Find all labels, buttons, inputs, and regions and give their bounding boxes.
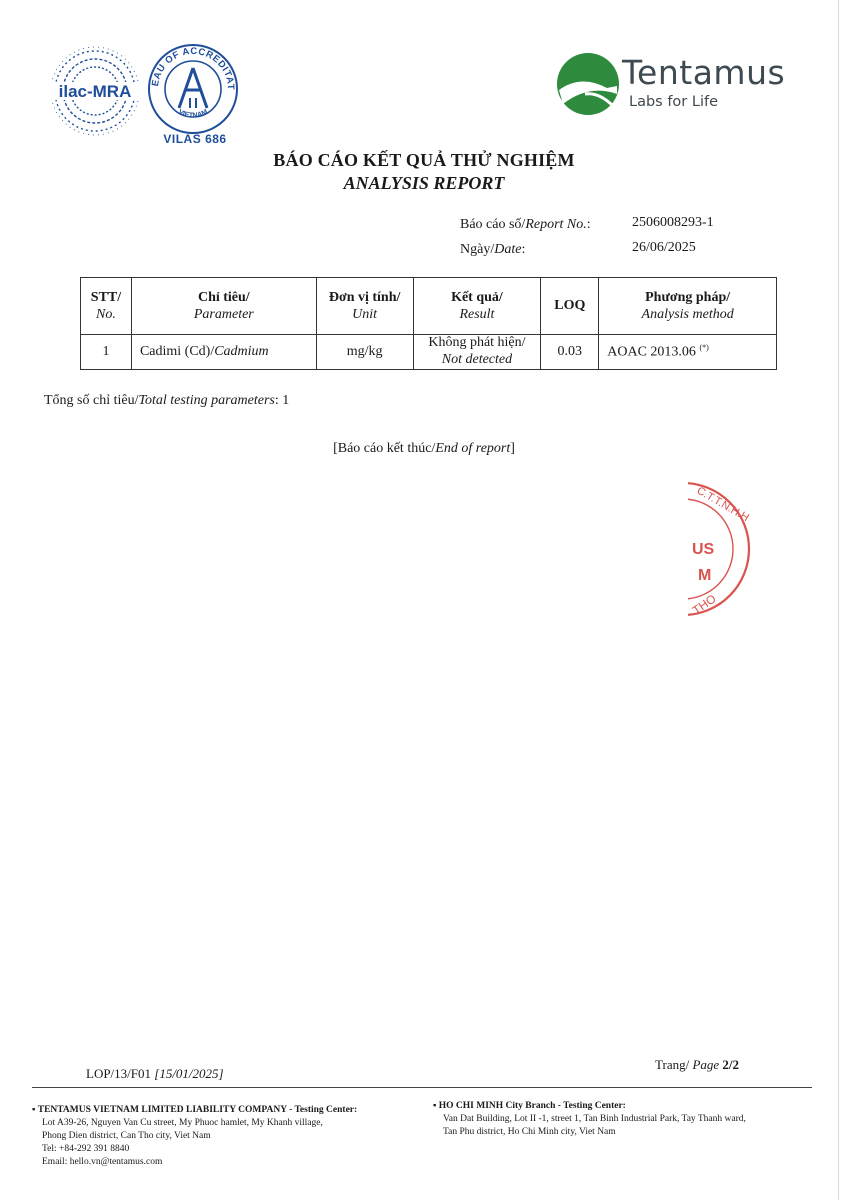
svg-text:US: US xyxy=(692,541,715,558)
company-address-block: ▪ TENTAMUS VIETNAM LIMITED LIABILITY COMPANY - Testing Center: Lot A39-26, Nguyen Van Cu street, My Phuoc hamlet, My Khanh village, Phong Dien district, Can Tho city, Viet Nam Tel: +84-292 391 8840 Email: hello.vn@tentamus.com xyxy=(32,1105,358,1167)
cell-unit: mg/kg xyxy=(316,335,413,370)
header-loq: LOQ xyxy=(541,278,599,335)
company-stamp xyxy=(688,474,758,624)
cell-parameter: Cadimi (Cd)/Cadmium xyxy=(131,335,316,370)
tentamus-logo-icon xyxy=(555,50,619,118)
accreditation-country: VIETNAM xyxy=(177,108,209,120)
table-row xyxy=(81,335,777,370)
accreditation-code: VILAS 686 xyxy=(163,132,227,146)
total-parameters: Tổng số chỉ tiêu/Total testing parameters: 1 xyxy=(44,393,290,408)
accreditation-ring-text: EAU OF ACCREDITAT xyxy=(150,45,237,91)
ilac-logo-text: ilac-MRA xyxy=(58,82,132,101)
brand-tagline: Labs for Life xyxy=(629,94,719,110)
svg-text:BUREAU OF ACCREDITATION xyxy=(146,42,236,91)
form-code: LOP/13/F01 [15/01/2025] xyxy=(86,1066,224,1081)
report-date-value: 26/06/2025 xyxy=(632,240,696,255)
end-of-report: [Báo cáo kết thúc/End of report] xyxy=(333,441,515,456)
branch-address-block: ▪ HO CHI MINH City Branch - Testing Center: Van Dat Building, Lot II -1, street 1, Tan Binh Industrial Park, Tay Thanh ward, Tan Phu district, Ho Chi Minh city, Viet Nam xyxy=(433,1101,746,1137)
header-result: Kết quả/ Result xyxy=(413,278,541,335)
footer-divider xyxy=(32,1087,812,1088)
header-method: Phương pháp/ Analysis method xyxy=(599,278,777,335)
report-title-vietnamese: BÁO CÁO KẾT QUẢ THỬ NGHIỆM xyxy=(273,150,575,170)
results-table xyxy=(80,277,777,370)
page-number: Trang/ Page 2/2 xyxy=(655,1057,740,1072)
header-no: STT/ No. xyxy=(81,278,132,335)
svg-text:THO: THO xyxy=(689,591,719,618)
report-date-label: Ngày/Date: xyxy=(460,242,526,257)
brand-name: Tentamus xyxy=(622,53,786,92)
bureau-of-accreditation-logo xyxy=(146,42,241,137)
cell-method: AOAC 2013.06 (*) xyxy=(599,335,777,370)
svg-text:VIETNAM xyxy=(177,109,209,120)
cell-loq: 0.03 xyxy=(541,335,599,370)
header-unit: Đơn vị tính/ Unit xyxy=(316,278,413,335)
report-title-english: ANALYSIS REPORT xyxy=(343,173,505,193)
header-parameter: Chỉ tiêu/ Parameter xyxy=(131,278,316,335)
report-number-value: 2506008293-1 xyxy=(632,215,714,230)
svg-text:M: M xyxy=(698,567,712,584)
ilac-mra-logo xyxy=(48,44,143,139)
cell-no: 1 xyxy=(81,335,132,370)
table-header-row xyxy=(81,278,777,335)
report-number-label: Báo cáo số/Report No.: xyxy=(460,217,591,232)
svg-text:C.T.T.N.H.H: C.T.T.N.H.H xyxy=(694,484,751,525)
cell-result: Không phát hiện/ Not detected xyxy=(413,335,541,370)
